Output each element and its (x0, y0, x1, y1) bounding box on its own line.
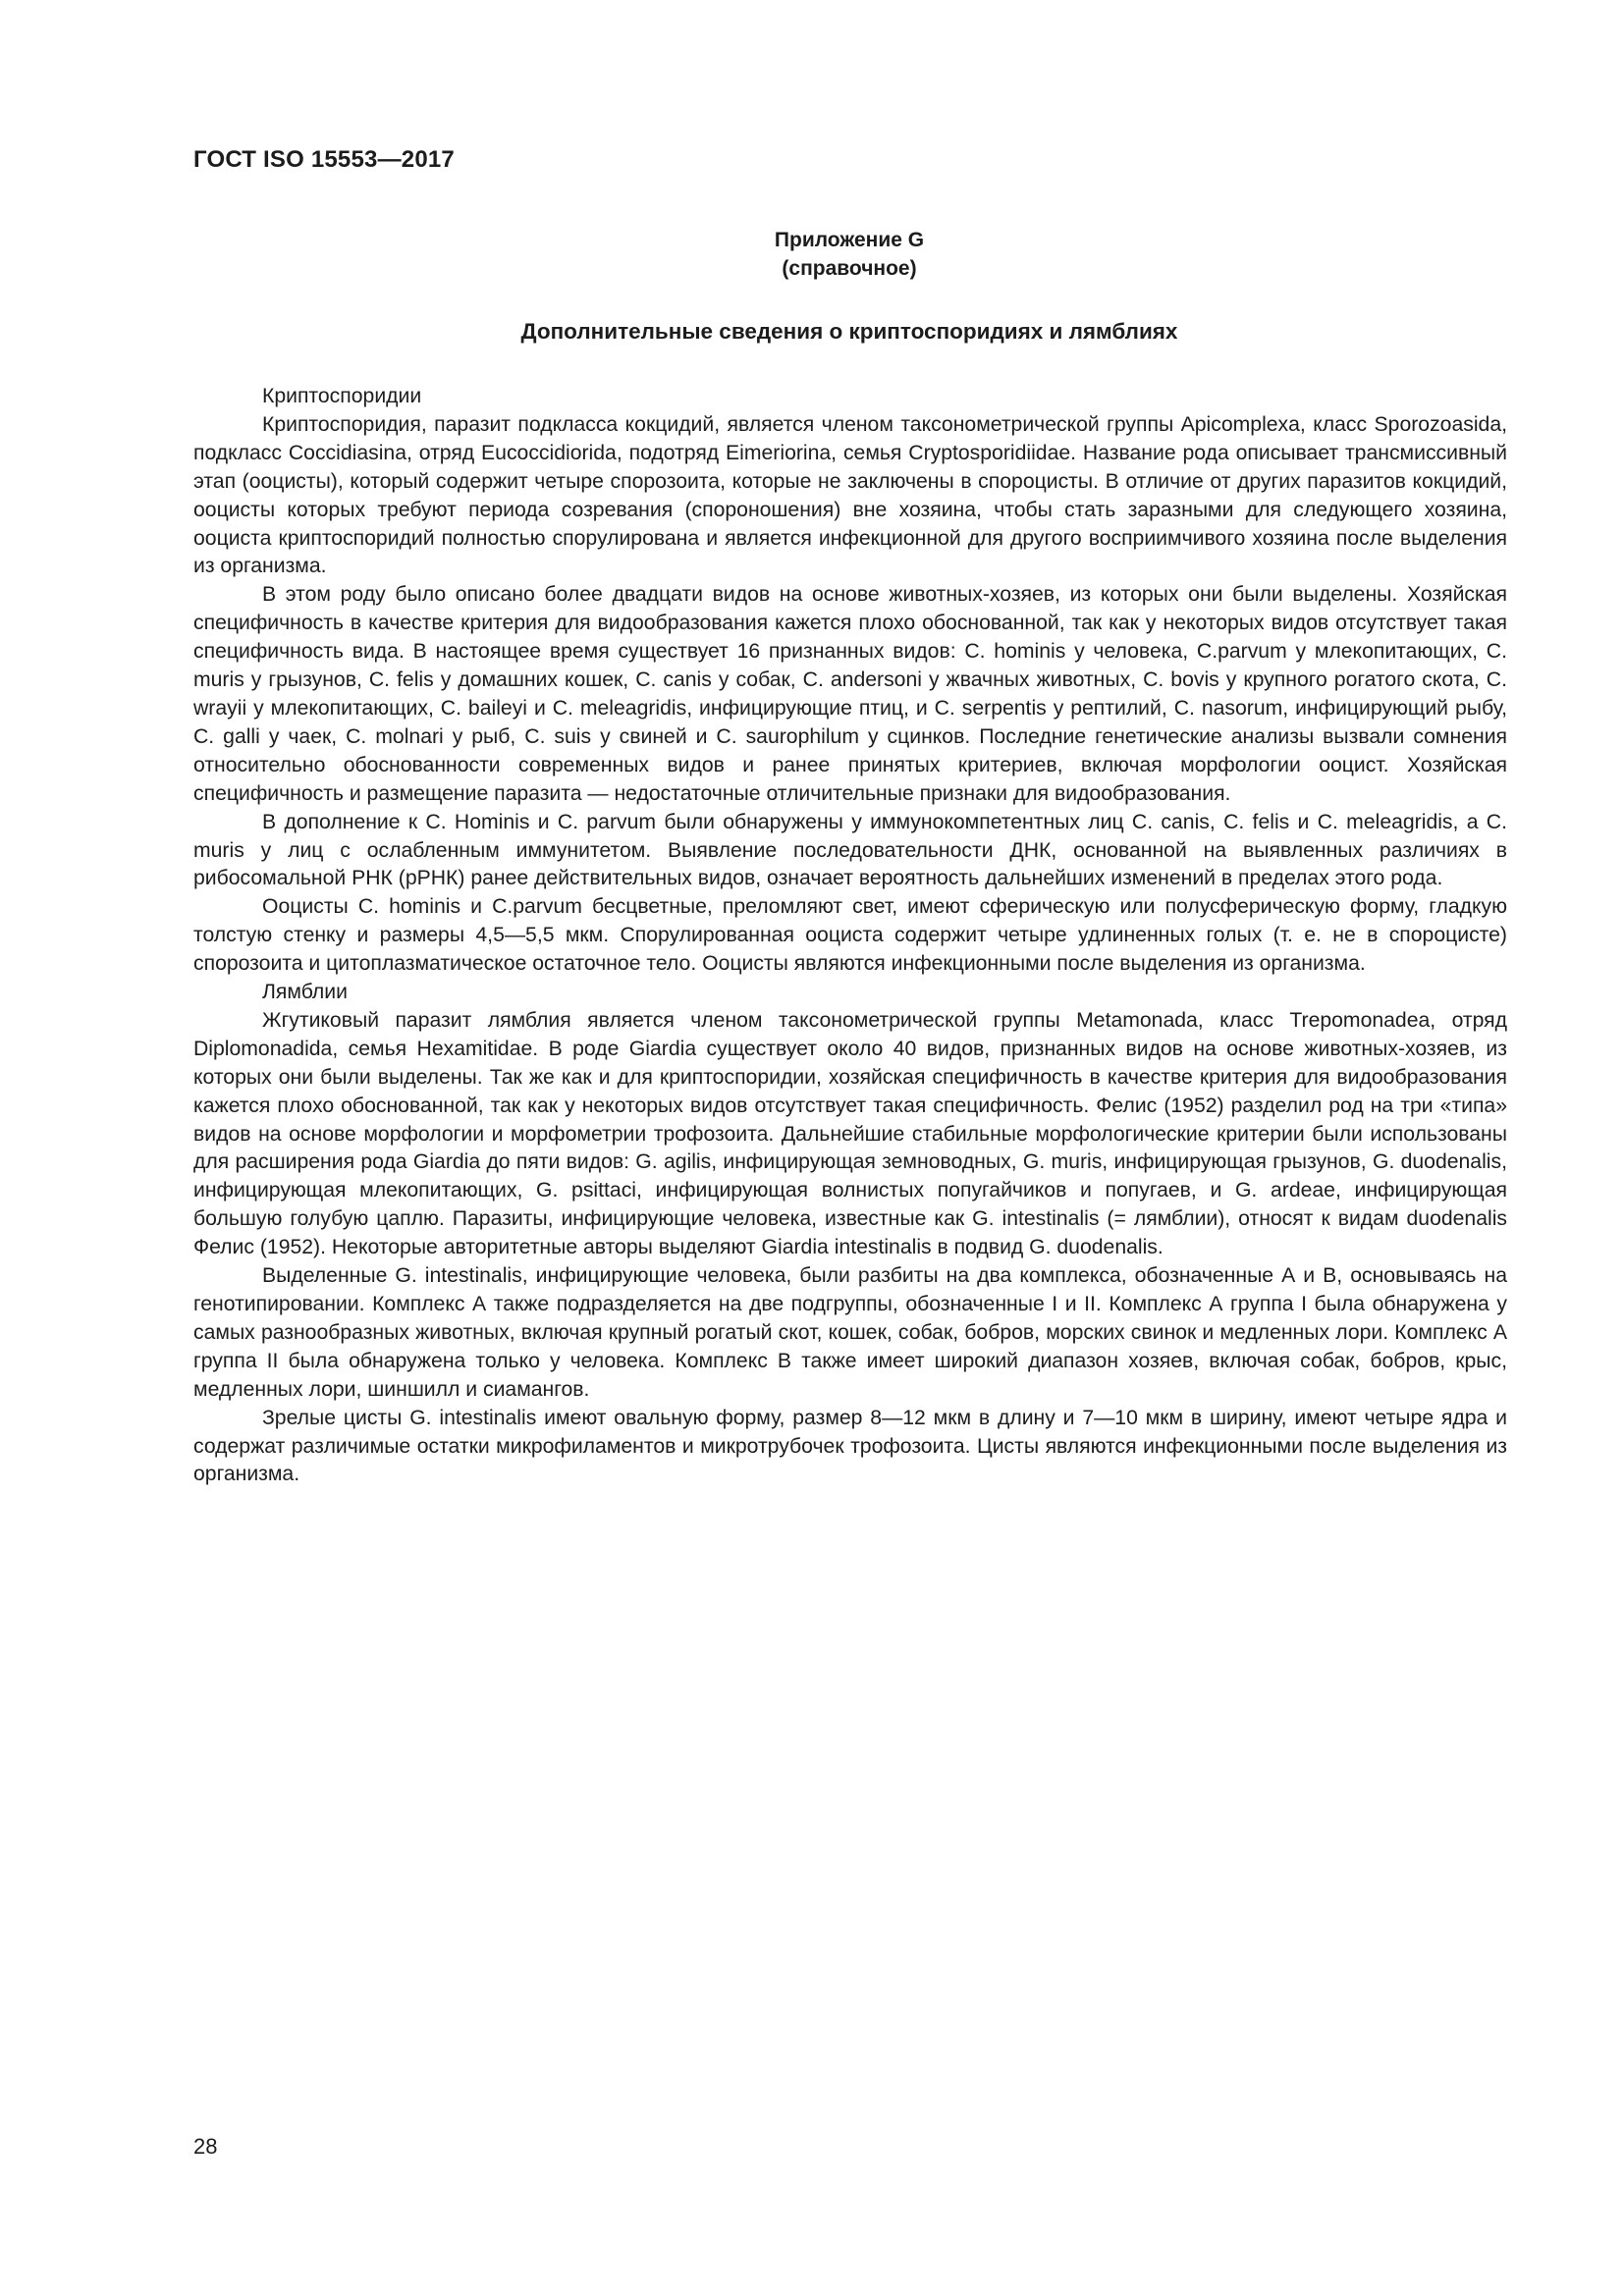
paragraph: Зрелые цисты G. intestinalis имеют овальную форму, размер 8—12 мкм в длину и 7—10 мкм в ширину, имеют четыре ядра и содержат различимые остатки микрофиламентов и микротрубочек трофозоита. Цисты являются инфекционными после выделения из организма. (193, 1406, 1507, 1486)
section-heading-cryptosporidium: Криптоспоридии (262, 385, 422, 407)
paragraph: Ооцисты C. hominis и C.parvum бесцветные, преломляют свет, имеют сферическую или полусферическую форму, гладкую толстую стенку и размеры 4,5—5,5 мкм. Спорулированная ооциста содержит четыре удлиненных голых (т. е. не в спороцисте) спорозоита и цитоплазматическое остаточное тело. Ооцисты являются инфекционными после выделения из организма. (193, 895, 1507, 976)
paragraph: В этом роду было описано более двадцати видов на основе животных-хозяев, из которых они были выделены. Хозяйская специфичность в качестве критерия для видообразования кажется плохо обоснованной, так как у некоторых видов отсутствует такая специфичность вида. В настоящее время существует 16 признанных видов: C. hominis у человека, C.parvum у млекопитающих, C. muris у грызунов, C. felis у домашних кошек, C. canis у собак, C. andersoni у жвачных животных, C. bovis у крупного рогатого скота, C. wrayii у млекопитающих, C. baileyi и C. meleagridis, инфицирующие птиц, и C. serpentis у рептилий, C. nasorum, инфицирующий рыбу, C. galli у чаек, C. molnari у рыб, C. suis у свиней и C. saurophilum у сцинков. Последние генетические анализы вызвали сомнения относительно обоснованности современных видов и ранее принятых критериев, включая морфологии ооцист. Хозяйская специфичность и размещение паразита — недостаточные отличительные признаки для видообразования. (193, 583, 1507, 805)
paragraph: В дополнение к C. Hominis и C. parvum были обнаружены у иммунокомпетентных лиц C. canis, C. felis и C. meleagridis, а C. muris у лиц с ослабленным иммунитетом. Выявление последовательности ДНК, основанной на выявленных различиях в рибосомальной РНК (рРНК) ранее действительных видов, означает вероятность дальнейших изменений в пределах этого рода. (193, 810, 1507, 890)
appendix-status: (справочное) (782, 257, 917, 280)
paragraph: Жгутиковый паразит лямблия является членом таксонометрической группы Metamonada, класс Trepomonadea, отряд Diplomonadida, семья Hexamitidae. В роде Giardia существует около 40 видов, признанных видов на основе животных-хозяев, из которых они были выделены. Так же как и для криптоспоридии, хозяйская специфичность в качестве критерия для видообразования кажется плохо обоснованной, так как у некоторых видов отсутствует такая специфичность. Фелис (1952) разделил род на три «типа» видов на основе морфологии и морфометрии трофозоита. Дальнейшие стабильные морфологические критерии были использованы для расширения рода Giardia до пяти видов: G. agilis, инфицирующая земноводных, G. muris, инфицирующая грызунов, G. duodenalis, инфицирующая млекопитающих, G. psittaci, инфицирующая волнистых попугайчиков и попугаев, и G. ardeae, инфицирующая большую голубую цаплю. Паразиты, инфицирующие человека, известные как G. intestinalis (= лямблии), относят к видам duodenalis Фелис (1952). Некоторые авторитетные авторы выделяют Giardia intestinalis в подвид G. duodenalis. (193, 1008, 1507, 1259)
body-text (193, 383, 1507, 1489)
section-heading-giardia: Лямблии (262, 981, 348, 1004)
appendix-heading (193, 226, 1505, 283)
document-header: ГОСТ ISO 15553—2017 (193, 146, 455, 173)
appendix-title: Дополнительные сведения о криптоспоридиях и лямблиях (520, 319, 1178, 344)
paragraph: Выделенные G. intestinalis, инфицирующие человека, были разбиты на два комплекса, обозначенные А и В, основываясь на генотипировании. Комплекс А также подразделяется на две подгруппы, обозначенные I и II. Комплекс А группа I была обнаружена у самых разнообразных животных, включая крупный рогатый скот, кошек, собак, бобров, морских свинок и медленных лори. Комплекс А группа II была обнаружена только у человека. Комплекс В также имеет широкий диапазон хозяев, включая собак, бобров, крыс, медленных лори, шиншилл и сиамангов. (193, 1264, 1507, 1401)
appendix-label: Приложение G (774, 229, 925, 251)
paragraph: Криптоспоридия, паразит подкласса кокцидий, является членом таксонометрической группы Apicomplexa, класс Sporozoasida, подкласс Coccidiasina, отряд Eucoccidiorida, подотряд Eimeriorina, семья Cryptosporidiidae. Название рода описывает трансмиссивный этап (ооцисты), который содержит четыре спорозоита, которые не заключены в спороцисты. В отличие от других паразитов кокцидий, ооцисты которых требуют периода созревания (спороношения) вне хозяина, чтобы стать заразными для следующего хозяина, ооциста криптоспоридий полностью спорулирована и является инфекционной для другого восприимчивого хозяина после выделения из организма. (193, 412, 1507, 578)
page-number: 28 (193, 2134, 218, 2159)
